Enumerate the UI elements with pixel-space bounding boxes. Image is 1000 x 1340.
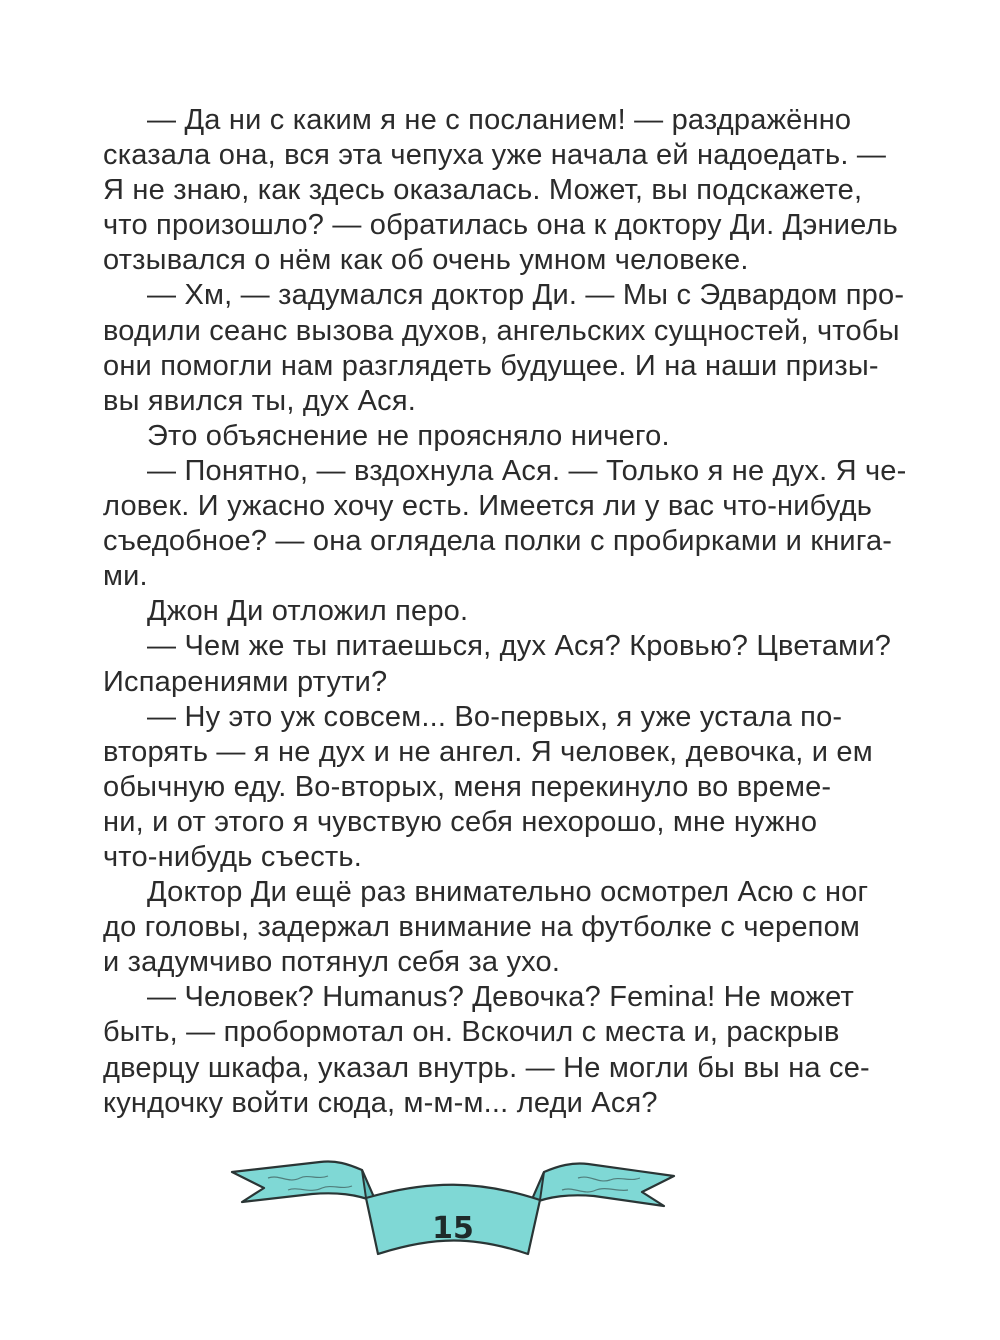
text-line: отзывался о нём как об очень умном человеке.: [103, 244, 749, 277]
text-line: — Хм, — задумался доктор Ди. — Мы с Эдвардом про-: [147, 279, 905, 312]
text-line: ми.: [103, 560, 148, 593]
page-number: 15: [432, 1211, 474, 1246]
text-line: — Да ни с каким я не с посланием! — раздражённо: [147, 104, 852, 136]
text-line: Это объяснение не проясняло ничего.: [147, 419, 670, 452]
text-line: что произошло? — обратилась она к доктору Ди. Дэниель: [103, 209, 898, 242]
text-line: Доктор Ди ещё раз внимательно осмотрел Асю с ног: [147, 876, 869, 909]
text-line: Испарениями ртути?: [103, 665, 388, 698]
text-line: что-нибудь съесть.: [103, 840, 362, 873]
text-line: сказала она, вся эта чепуха уже начала ей надоедать. —: [103, 139, 887, 172]
text-line: — Ну это уж совсем... Во-первых, я уже устала по-: [147, 700, 843, 733]
text-line: они помогли нам разглядеть будущее. И на наши призы-: [103, 349, 879, 382]
text-line: дверцу шкафа, указал внутрь. — Не могли бы вы на се-: [103, 1051, 870, 1084]
page-number-ribbon: [228, 1150, 678, 1260]
text-line: — Чем же ты питаешься, дух Ася? Кровью? Цветами?: [147, 630, 892, 663]
text-line: водили сеанс вызова духов, ангельских сущностей, чтобы: [103, 314, 900, 347]
ribbon-left-tail: [232, 1161, 376, 1202]
text-line: кундочку войти сюда, м-м-м... леди Ася?: [103, 1086, 658, 1119]
text-line: и задумчиво потянул себя за ухо.: [103, 946, 561, 979]
text-line: ни, и от этого я чувствую себя нехорошо, мне нужно: [103, 805, 818, 838]
text-line: до головы, задержал внимание на футболке с черепом: [103, 911, 861, 944]
text-line: вы явился ты, дух Ася.: [103, 384, 417, 417]
text-line: быть, — пробормотал он. Вскочил с места и, раскрыв: [103, 1016, 840, 1049]
text-line: съедобное? — она оглядела полки с пробирками и книга-: [103, 525, 893, 558]
text-line: ловек. И ужасно хочу есть. Имеется ли у вас что-нибудь: [103, 490, 873, 523]
text-line: Я не знаю, как здесь оказалась. Может, вы подскажете,: [103, 174, 863, 207]
text-line: обычную еду. Во-вторых, меня перекинуло во време-: [103, 770, 832, 803]
text-line: — Понятно, — вздохнула Ася. — Только я не дух. Я че-: [147, 454, 907, 487]
banner-ribbon-icon: [228, 1150, 678, 1260]
text-line: Джон Ди отложил перо.: [147, 595, 469, 628]
text-line: вторять — я не дух и не ангел. Я человек, девочка, и ем: [103, 735, 873, 768]
ribbon-right-tail: [530, 1163, 674, 1206]
body-text: [103, 103, 907, 1121]
text-line: — Человек? Humanus? Девочка? Femina! Не может: [147, 981, 854, 1014]
